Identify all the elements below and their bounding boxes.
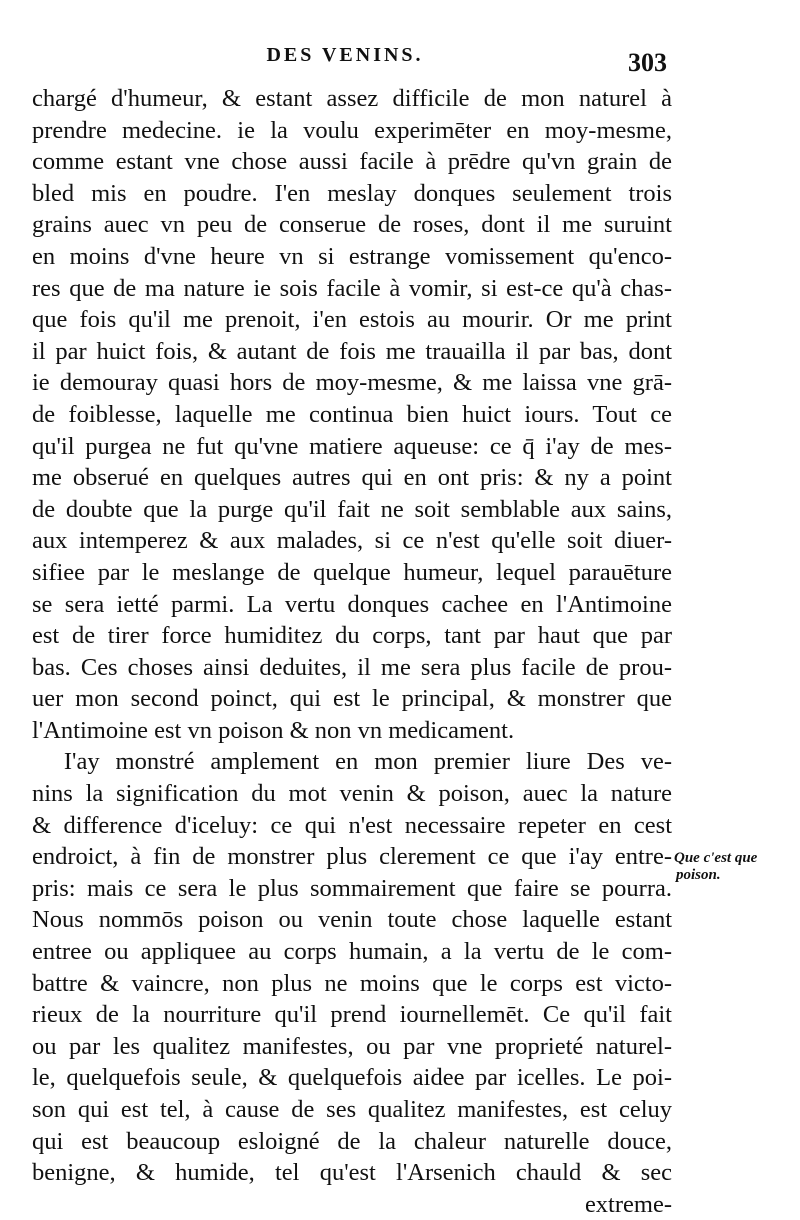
paragraph-start-line: I'ay monstré amplement en mon premier liure Des ve- <box>32 748 672 776</box>
text-line: le, quelquefois seule, & quelquefois aidee par icelles. Le poi- <box>32 1064 672 1092</box>
text-line: uer mon second poinct, qui est le principal, & monstrer que <box>32 685 672 713</box>
text-line: que fois qu'il me prenoit, i'en estois au mourir. Or me print <box>32 306 672 334</box>
text-line: battre & vaincre, non plus ne moins que le corps est victo- <box>32 969 672 997</box>
text-line: & difference d'iceluy: ce qui n'est necessaire repeter en cest <box>32 811 672 839</box>
text-line: bled mis en poudre. I'en meslay donques seulement trois <box>32 179 672 207</box>
text-line: me obserué en quelques autres qui en ont pris: & ny a point <box>32 464 672 492</box>
text-line: benigne, & humide, tel qu'est l'Arsenich chauld & sec <box>32 1159 672 1187</box>
text-line: il par huict fois, & autant de fois me trauailla il par bas, dont <box>32 337 672 365</box>
text-line: aux intemperez & aux malades, si ce n'est qu'elle soit diuer- <box>32 527 672 555</box>
text-line: rieux de la nourriture qu'il prend iournellemēt. Ce qu'il fait <box>32 1001 672 1029</box>
text-line: nins la signification du mot venin & poison, auec la nature <box>32 780 672 808</box>
text-line: de doubte que la purge qu'il fait ne soit semblable aux sains, <box>32 495 672 523</box>
text-line: pris: mais ce sera le plus sommairement que faire se pourra. <box>32 874 672 902</box>
marginal-note-line: Que c'est que <box>674 850 758 866</box>
text-line: qui est beaucoup esloigné de la chaleur naturelle douce, <box>32 1127 672 1155</box>
body-text <box>32 83 672 1220</box>
text-line: est de tirer force humiditez du corps, tant par haut que par <box>32 622 672 650</box>
text-line: sifiee par le meslange de quelque humeur, lequel parauēture <box>32 558 672 586</box>
text-line: de foiblesse, laquelle me continua bien huict iours. Tout ce <box>32 400 672 428</box>
text-line: bas. Ces choses ainsi deduites, il me sera plus facile de prou- <box>32 653 672 681</box>
text-line: entree ou appliquee au corps humain, a la vertu de le com- <box>32 938 672 966</box>
text-line: ou par les qualitez manifestes, ou par vne proprieté naturel- <box>32 1032 672 1060</box>
running-title: DES VENINS. <box>266 44 424 66</box>
page-number: 303 <box>628 48 667 77</box>
text-line: son qui est tel, à cause de ses qualitez manifestes, est celuy <box>32 1096 672 1123</box>
paragraph-end-line: l'Antimoine est vn poison & non vn medicament. <box>32 716 515 744</box>
text-line: res que de ma nature ie sois facile à vomir, si est-ce qu'à chas- <box>32 274 672 302</box>
text-line: qu'il purgea ne fut qu'vne matiere aqueuse: ce q̄ i'ay de mes- <box>32 432 672 460</box>
text-line: prendre medecine. ie la voulu experimēter en moy-mesme, <box>32 116 672 144</box>
text-line: en moins d'vne heure vn si estrange vomissement qu'enco- <box>32 242 672 270</box>
text-line: ie demouray quasi hors de moy-mesme, & me laissa vne grā- <box>32 369 672 397</box>
text-line: endroict, à fin de monstrer plus clerement ce que i'ay entre- <box>32 843 672 871</box>
text-line: se sera ietté parmi. La vertu donques cachee en l'Antimoine <box>32 590 672 618</box>
text-line: grains auec vn peu de conserue de roses, dont il me suruint <box>32 211 672 239</box>
marginal-note <box>674 850 794 884</box>
text-line: chargé d'humeur, & estant assez difficile de mon naturel à <box>32 85 672 112</box>
text-line: Nous nommōs poison ou venin toute chose laquelle estant <box>32 906 672 934</box>
text-line: comme estant vne chose aussi facile à prēdre qu'vn grain de <box>32 148 672 176</box>
marginal-note-line: poison. <box>676 867 721 883</box>
catchword: extreme- <box>584 1190 672 1218</box>
